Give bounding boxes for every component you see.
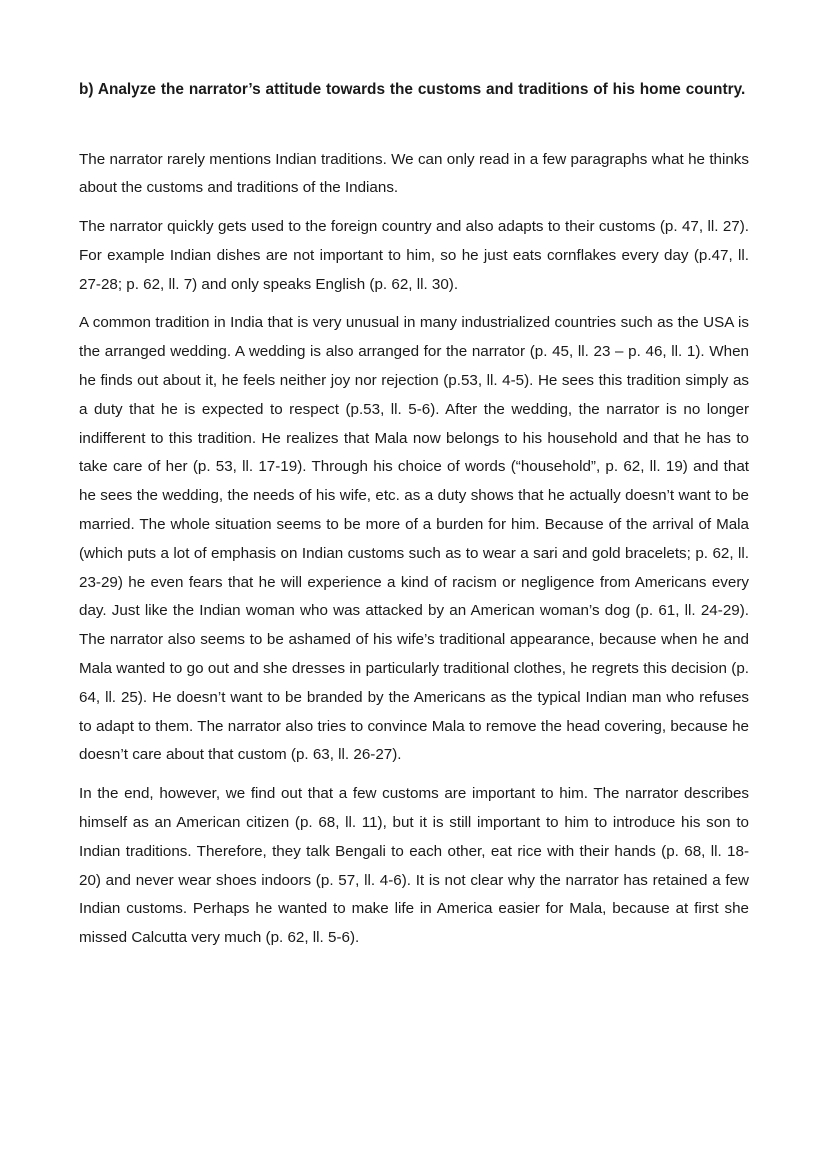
document-page bbox=[79, 76, 749, 963]
question-heading: b) Analyze the narrator’s attitude towards the customs and traditions of his home country. bbox=[79, 81, 746, 98]
paragraph-arranged-wedding: A common tradition in India that is very unusual in many industrialized countries such as the USA is the arranged wedding. A wedding is also arranged for the narrator (p. 45, ll. 23 – p. 46, ll. 1). When he finds out about it, he feels neither joy nor rejection (p.53, ll. 4-5). He sees this tradition simply as a duty that he is expected to respect (p.53, ll. 5-6). After the wedding, the narrator is no longer indifferent to this tradition. He realizes that Mala now belongs to his household and that he has to take care of her (p. 53, ll. 17-19). Through his choice of words (“household”, p. 62, ll. 19) and that he sees the wedding, the needs of his wife, etc. as a duty shows that he actually doesn’t want to be married. The whole situation seems to be more of a burden for him. Because of the arrival of Mala (which puts a lot of emphasis on Indian customs such as to wear a sari and gold bracelets; p. 62, ll. 23-29) he even fears that he will experience a kind of racism or negligence from Americans every day. Just like the Indian woman who was attacked by an American woman’s dog (p. 61, ll. 24-29). The narrator also seems to be ashamed of his wife’s traditional appearance, because when he and Mala wanted to go out and she dresses in particularly traditional clothes, he regrets this decision (p. 64, ll. 25). He doesn’t want to be branded by the Americans as the typical Indian man who refuses to adapt to them. The narrator also tries to convince Mala to remove the head covering, because he doesn’t care about that custom (p. 63, ll. 26-27). bbox=[79, 314, 749, 764]
paragraph-adaptation: The narrator quickly gets used to the foreign country and also adapts to their customs (p. 47, ll. 27). For example Indian dishes are not important to him, so he just eats cornflakes every day (p.47, ll. 27-28; p. 62, ll. 7) and only speaks English (p. 62, ll. 30). bbox=[79, 218, 749, 293]
answer-body bbox=[79, 146, 749, 954]
paragraph-conclusion: In the end, however, we find out that a few customs are important to him. The narrator describes himself as an American citizen (p. 68, ll. 11), but it is still important to him to introduce his son to Indian traditions. Therefore, they talk Bengali to each other, eat rice with their hands (p. 68, ll. 18-20) and never wear shoes indoors (p. 57, ll. 4-6). It is not clear why the narrator has retained a few Indian customs. Perhaps he wanted to make life in America easier for Mala, because at first she missed Calcutta very much (p. 62, ll. 5-6). bbox=[79, 785, 749, 947]
paragraph-intro: The narrator rarely mentions Indian traditions. We can only read in a few paragraphs what he thinks about the customs and traditions of the Indians. bbox=[79, 150, 749, 197]
